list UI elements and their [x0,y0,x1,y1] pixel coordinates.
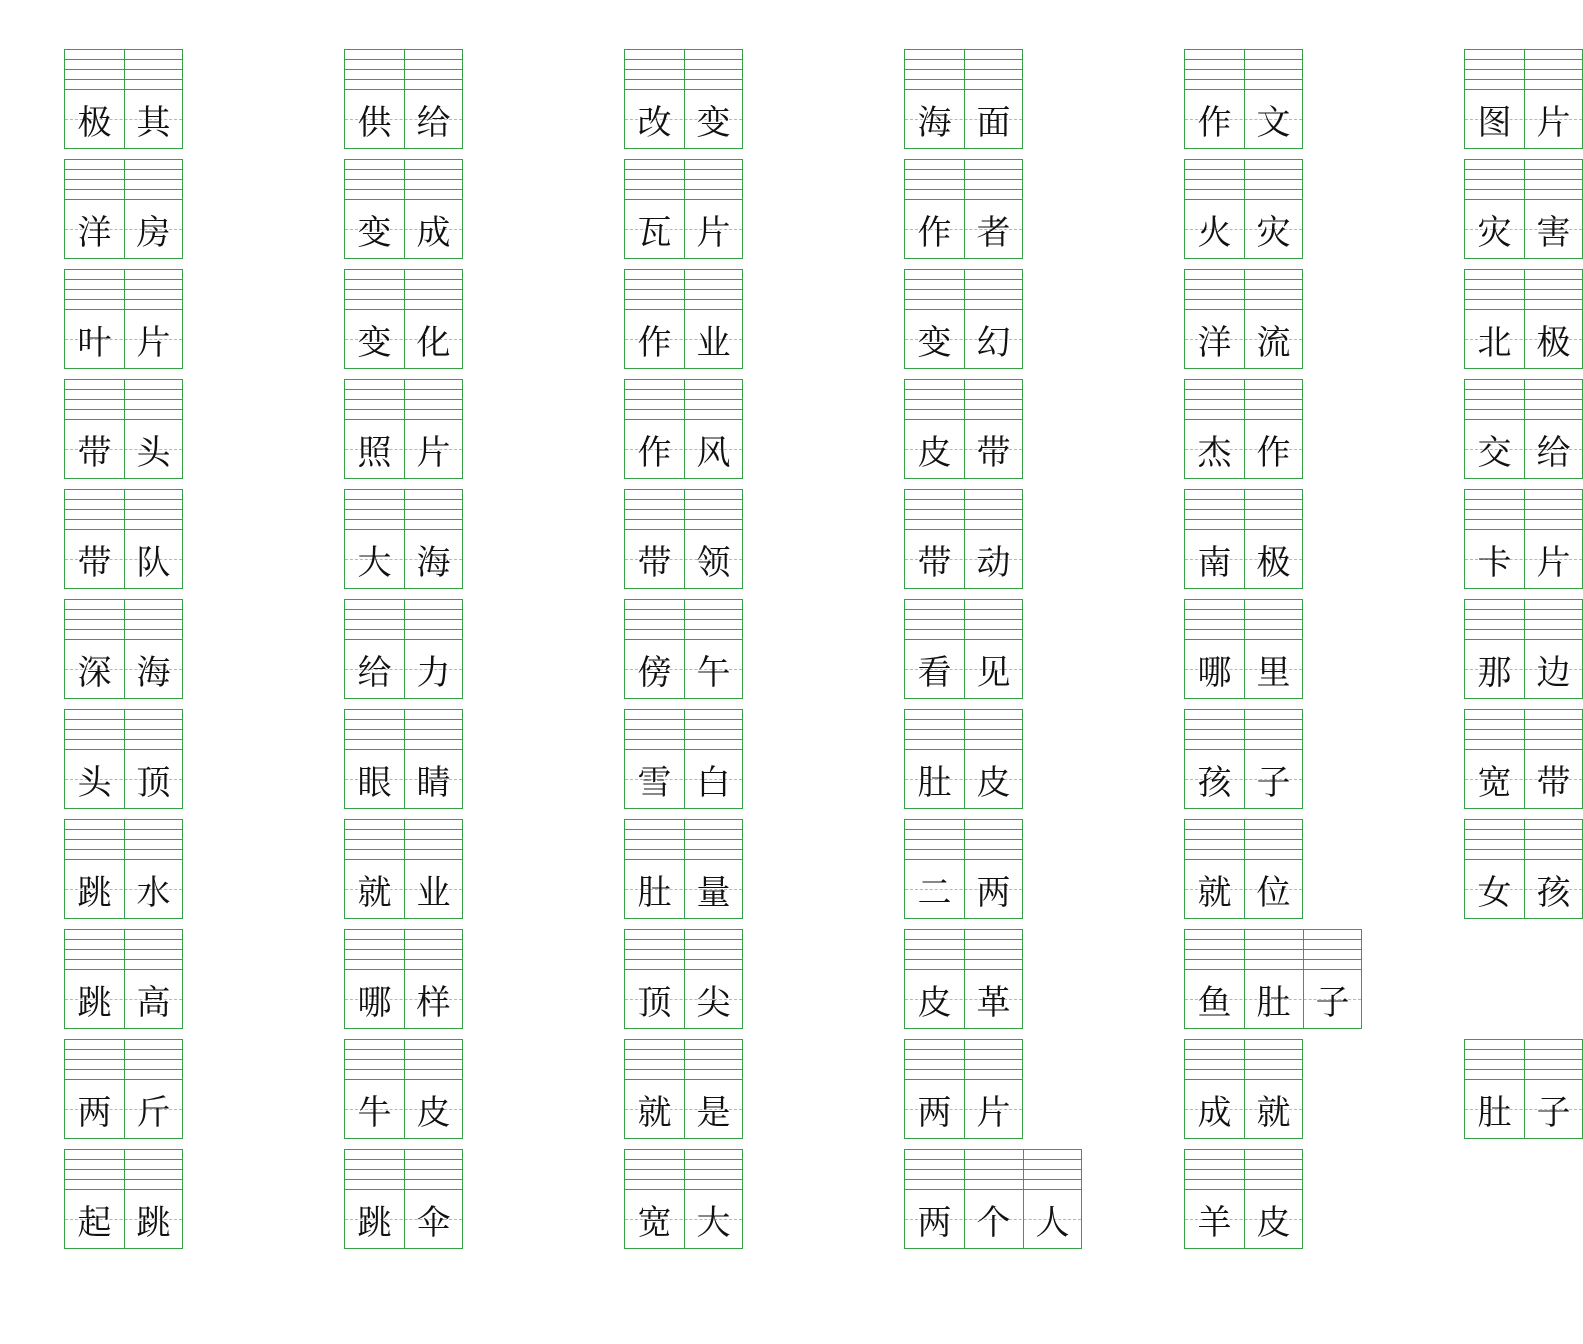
cell-divider [124,270,125,368]
word-box [344,599,463,699]
cell-divider [684,50,685,148]
word-box [1184,1149,1303,1249]
pinyin-line [1185,939,1361,940]
character: 作 [637,322,672,363]
cell-divider [1244,50,1245,148]
word-box [1184,709,1303,809]
character: 领 [696,542,731,583]
character: 其 [136,102,171,143]
cell-divider [964,1150,965,1248]
word-box [1464,1039,1583,1139]
character: 变 [696,102,731,143]
cell-divider [684,930,685,1028]
word-box [624,929,743,1029]
character: 头 [77,762,112,803]
word-box [64,49,183,149]
cell-divider [124,50,125,148]
cell-divider [684,710,685,808]
word-box [624,379,743,479]
character: 跳 [357,1202,392,1243]
character: 是 [696,1092,731,1133]
character: 交 [1477,432,1512,473]
pinyin-line [905,1159,1081,1160]
character: 卡 [1477,542,1512,583]
cell-divider [1244,930,1245,1028]
word-box [64,599,183,699]
character: 皮 [1256,1202,1291,1243]
word-box [344,819,463,919]
character: 队 [136,542,171,583]
word-box [904,159,1023,259]
cell-divider [404,490,405,588]
word-box [1184,929,1362,1029]
character: 两 [77,1092,112,1133]
word-box [64,1149,183,1249]
cell-divider [404,710,405,808]
cell-divider [404,160,405,258]
character: 看 [917,652,952,693]
character: 就 [357,872,392,913]
cell-divider [1244,1150,1245,1248]
word-box [344,1149,463,1249]
word-box [64,819,183,919]
cell-divider [404,1040,405,1138]
character: 宽 [637,1202,672,1243]
cell-divider [684,1040,685,1138]
character: 雪 [637,762,672,803]
word-box [624,489,743,589]
word-box [1184,379,1303,479]
word-box [624,269,743,369]
pinyin-line [905,1169,1081,1170]
word-box [904,269,1023,369]
word-box [1464,599,1583,699]
word-box [344,379,463,479]
character: 洋 [1197,322,1232,363]
character: 作 [1197,102,1232,143]
character: 作 [1256,432,1291,473]
character: 就 [637,1092,672,1133]
word-box [1464,379,1583,479]
character: 肚 [1477,1092,1512,1133]
character: 女 [1477,872,1512,913]
word-box [624,49,743,149]
word-box [64,929,183,1029]
character: 大 [357,542,392,583]
character: 两 [917,1092,952,1133]
word-box [904,489,1023,589]
cell-divider [124,380,125,478]
character: 牛 [357,1092,392,1133]
cell-divider [1303,930,1304,1028]
character: 皮 [976,762,1011,803]
pinyin-line [1185,959,1361,960]
character: 顶 [637,982,672,1023]
word-box [624,1039,743,1139]
character: 边 [1536,652,1571,693]
character: 宽 [1477,762,1512,803]
character: 幻 [976,322,1011,363]
character-zone [905,1190,1081,1248]
character: 革 [976,982,1011,1023]
cell-divider [404,930,405,1028]
cell-divider [1244,820,1245,918]
pinyin-line [1185,949,1361,950]
word-box [624,599,743,699]
cell-divider [404,380,405,478]
word-box [64,159,183,259]
character: 肚 [1256,982,1291,1023]
character: 片 [696,212,731,253]
character: 跳 [77,982,112,1023]
word-box [64,709,183,809]
character: 水 [136,872,171,913]
word-box [1464,489,1583,589]
character: 带 [1536,762,1571,803]
cell-divider [1524,380,1525,478]
character: 海 [416,542,451,583]
cell-divider [124,1040,125,1138]
cell-divider [1524,1040,1525,1138]
cell-divider [684,1150,685,1248]
character: 化 [416,322,451,363]
character: 两 [917,1202,952,1243]
word-box [1464,819,1583,919]
character: 就 [1256,1092,1291,1133]
character: 照 [357,432,392,473]
character: 皮 [917,432,952,473]
character: 海 [917,102,952,143]
cell-divider [964,710,965,808]
character: 眼 [357,762,392,803]
word-box [1184,489,1303,589]
word-box [624,709,743,809]
character: 瓦 [637,212,672,253]
character: 那 [1477,652,1512,693]
cell-divider [964,490,965,588]
character: 片 [1536,102,1571,143]
cell-divider [1244,160,1245,258]
character: 样 [416,982,451,1023]
cell-divider [1244,600,1245,698]
character: 深 [77,652,112,693]
cell-divider [964,600,965,698]
word-box [904,599,1023,699]
character: 片 [976,1092,1011,1133]
cell-divider [964,270,965,368]
character: 极 [1536,322,1571,363]
cell-divider [684,160,685,258]
character: 作 [917,212,952,253]
cell-divider [1244,490,1245,588]
word-box [1464,49,1583,149]
cell-divider [964,820,965,918]
character: 洋 [77,212,112,253]
character: 量 [696,872,731,913]
word-box [1184,599,1303,699]
word-box [1184,159,1303,259]
cell-divider [684,820,685,918]
cell-divider [1244,710,1245,808]
cell-divider [1244,1040,1245,1138]
word-box [904,1039,1023,1139]
cell-divider [1524,600,1525,698]
word-box [624,1149,743,1249]
character: 风 [696,432,731,473]
character: 斤 [136,1092,171,1133]
character: 子 [1536,1092,1571,1133]
character: 极 [1256,542,1291,583]
cell-divider [124,1150,125,1248]
cell-divider [964,160,965,258]
character: 肚 [917,762,952,803]
character: 成 [416,212,451,253]
word-box [904,1149,1082,1249]
word-box [1184,819,1303,919]
word-box [344,489,463,589]
word-box [1184,1039,1303,1139]
character: 肚 [637,872,672,913]
character: 流 [1256,322,1291,363]
cell-divider [1023,1150,1024,1248]
character: 火 [1197,212,1232,253]
character: 杰 [1197,432,1232,473]
character: 人 [1035,1202,1070,1243]
character: 起 [77,1202,112,1243]
cell-divider [124,710,125,808]
pinyin-band [1185,930,1361,970]
word-box [624,819,743,919]
cell-divider [404,820,405,918]
cell-divider [1524,490,1525,588]
character: 头 [136,432,171,473]
cell-divider [964,930,965,1028]
character: 尖 [696,982,731,1023]
character: 片 [136,322,171,363]
cell-divider [684,600,685,698]
character: 片 [416,432,451,473]
character: 午 [696,652,731,693]
character: 图 [1477,102,1512,143]
character: 给 [357,652,392,693]
character: 带 [917,542,952,583]
character: 极 [77,102,112,143]
character: 业 [416,872,451,913]
character: 灾 [1256,212,1291,253]
character: 害 [1536,212,1571,253]
character: 灾 [1477,212,1512,253]
cell-divider [404,1150,405,1248]
cell-divider [684,490,685,588]
character: 子 [1315,982,1350,1023]
word-box [64,379,183,479]
character: 带 [637,542,672,583]
cell-divider [1244,380,1245,478]
character: 个 [976,1202,1011,1243]
character: 孩 [1197,762,1232,803]
word-box [344,709,463,809]
character: 两 [976,872,1011,913]
character: 睛 [416,762,451,803]
character: 鱼 [1197,982,1232,1023]
word-box [904,819,1023,919]
cell-divider [1524,820,1525,918]
word-box [904,709,1023,809]
character-zone [1185,970,1361,1028]
cell-divider [404,270,405,368]
word-box [1464,269,1583,369]
character: 哪 [1197,652,1232,693]
character: 带 [976,432,1011,473]
character: 海 [136,652,171,693]
character: 片 [1536,542,1571,583]
word-box [64,489,183,589]
word-box [1464,159,1583,259]
cell-divider [964,380,965,478]
character: 面 [976,102,1011,143]
word-box [344,269,463,369]
word-box [624,159,743,259]
character: 二 [917,872,952,913]
character: 作 [637,432,672,473]
cell-divider [684,270,685,368]
character: 哪 [357,982,392,1023]
character: 变 [357,212,392,253]
character: 顶 [136,762,171,803]
cell-divider [124,160,125,258]
character: 力 [416,652,451,693]
character: 里 [1256,652,1291,693]
word-box [344,159,463,259]
cell-divider [1244,270,1245,368]
cell-divider [684,380,685,478]
character: 文 [1256,102,1291,143]
cell-divider [124,600,125,698]
character: 动 [976,542,1011,583]
cell-divider [124,820,125,918]
character: 房 [136,212,171,253]
character: 子 [1256,762,1291,803]
word-box [344,1039,463,1139]
word-box [904,929,1023,1029]
cell-divider [124,930,125,1028]
character: 业 [696,322,731,363]
character: 供 [357,102,392,143]
character: 皮 [917,982,952,1023]
cell-divider [964,50,965,148]
character: 给 [416,102,451,143]
character: 白 [696,762,731,803]
word-box [1464,709,1583,809]
cell-divider [1524,710,1525,808]
word-box [64,269,183,369]
character: 伞 [416,1202,451,1243]
pinyin-band [905,1150,1081,1190]
word-box [904,379,1023,479]
character: 羊 [1197,1202,1232,1243]
character: 北 [1477,322,1512,363]
cell-divider [124,490,125,588]
cell-divider [1524,270,1525,368]
character: 就 [1197,872,1232,913]
cell-divider [404,600,405,698]
character: 南 [1197,542,1232,583]
character: 跳 [77,872,112,913]
word-box [64,1039,183,1139]
character: 跳 [136,1202,171,1243]
cell-divider [404,50,405,148]
character: 高 [136,982,171,1023]
word-box [344,929,463,1029]
character: 改 [637,102,672,143]
word-box [1184,49,1303,149]
character: 成 [1197,1092,1232,1133]
character: 大 [696,1202,731,1243]
character: 带 [77,542,112,583]
character: 位 [1256,872,1291,913]
word-box [904,49,1023,149]
cell-divider [1524,160,1525,258]
character: 变 [917,322,952,363]
cell-divider [1524,50,1525,148]
character: 者 [976,212,1011,253]
character: 给 [1536,432,1571,473]
character: 孩 [1536,872,1571,913]
character: 带 [77,432,112,473]
character: 变 [357,322,392,363]
word-box [344,49,463,149]
word-box [1184,269,1303,369]
character: 皮 [416,1092,451,1133]
pinyin-line [905,1179,1081,1180]
character: 见 [976,652,1011,693]
character: 叶 [77,322,112,363]
character: 傍 [637,652,672,693]
cell-divider [964,1040,965,1138]
